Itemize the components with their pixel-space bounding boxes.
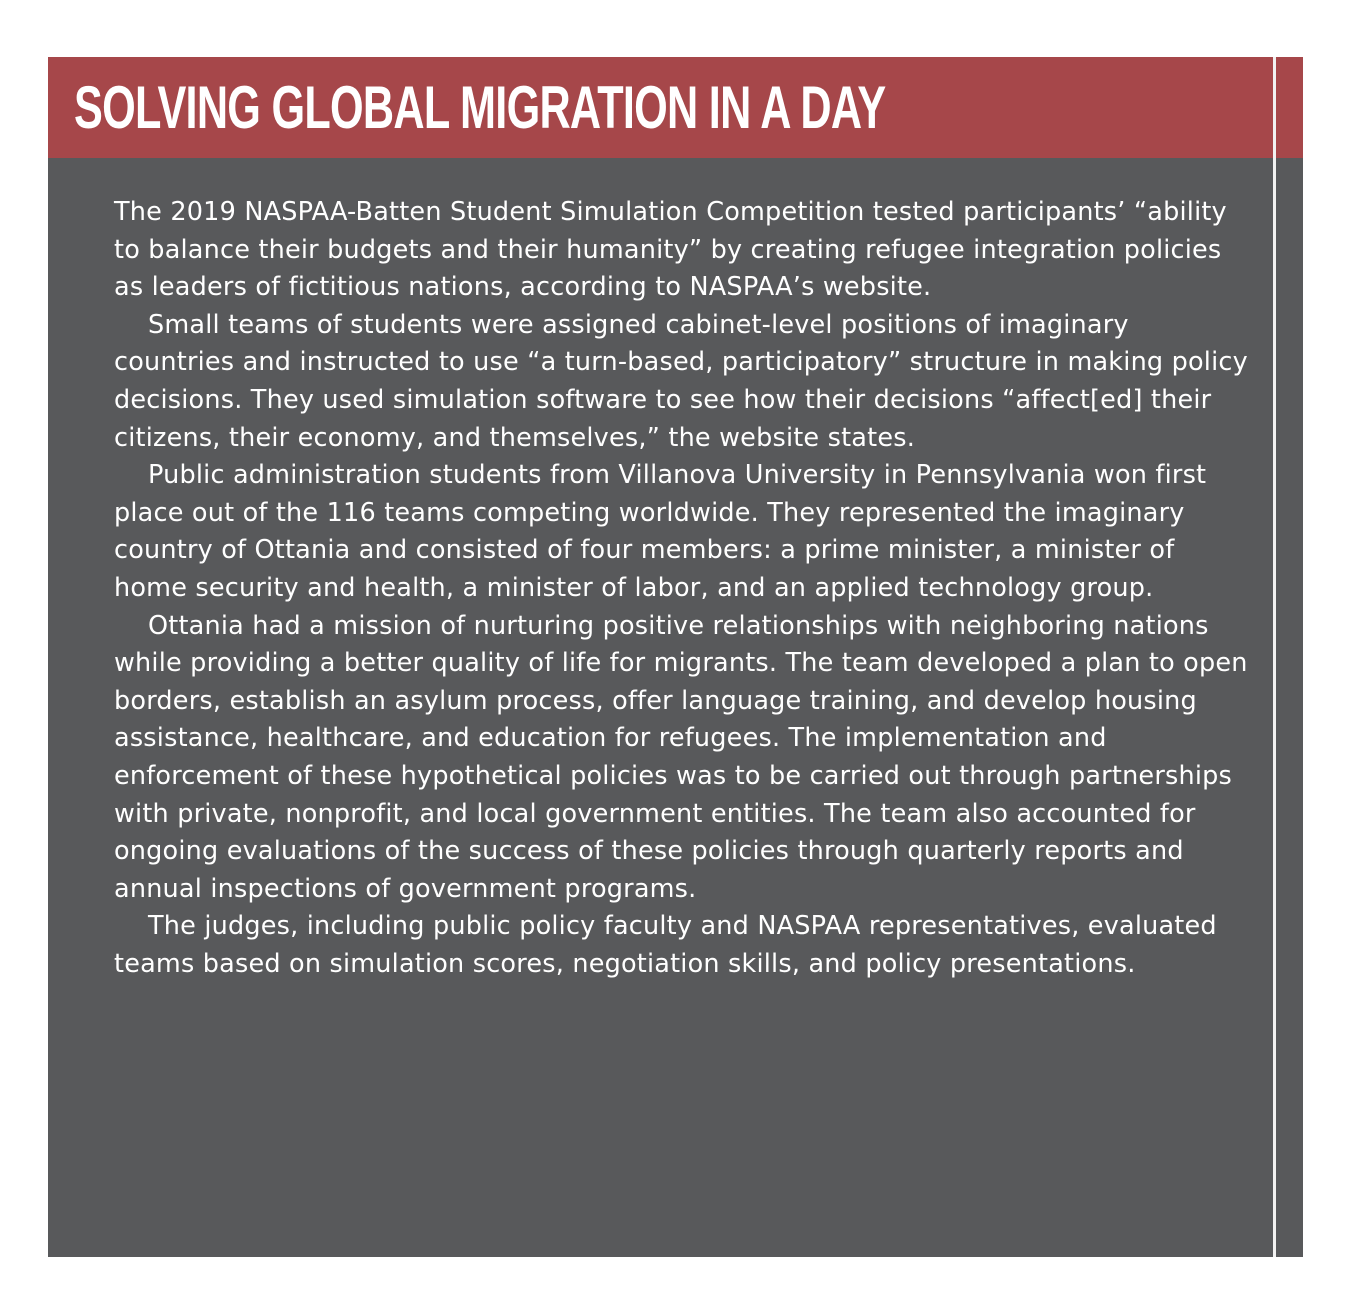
sidebar-box — [48, 57, 1303, 1257]
paragraph-judges: The judges, including public policy faculty and NASPAA representatives, evaluated teams based on simulation scores, negotiation skills, and policy presentations. — [114, 911, 1217, 979]
sidebar-title: SOLVING GLOBAL MIGRATION IN A DAY — [74, 74, 886, 141]
paragraph-teams: Small teams of students were assigned cabinet-level positions of imaginary countries and instructed to use “a turn-based, participatory” structure in making policy decisions. They used simulation software to see how their decisions “affect[ed] their citizens, their economy, and themselves,” the website states. — [114, 309, 1248, 453]
paragraph-intro: The 2019 NASPAA-Batten Student Simulation Competition tested participants’ “ability to balance their budgets and their humanity” by creating refugee integration policies as leaders of fictitious nations, according to NASPAA’s website. — [114, 197, 1227, 303]
sidebar-body — [114, 194, 1254, 983]
paragraph-winner: Public administration students from Villanova University in Pennsylvania won first place out of the 116 teams competing worldwide. They represented the imaginary country of Ottania and consisted of four members: a prime minister, a minister of home security and health, a minister of labor, and an applied technology group. — [114, 460, 1207, 603]
paragraph-ottania-plan: Ottania had a mission of nurturing positive relationships with neighboring nations while providing a better quality of life for migrants. The team developed a plan to open borders, establish an asylum process, offer language training, and develop housing assistance, healthcare, and education for refugees. The implementation and enforcement of these hypothetical policies was to be carried out through partnerships with private, nonprofit, and local government entities. The team also accounted for ongoing evaluations of the success of these policies through quarterly reports and annual inspections of government programs. — [114, 610, 1248, 904]
sidebar-header — [48, 57, 1303, 158]
vertical-divider-rule — [1273, 57, 1276, 1257]
